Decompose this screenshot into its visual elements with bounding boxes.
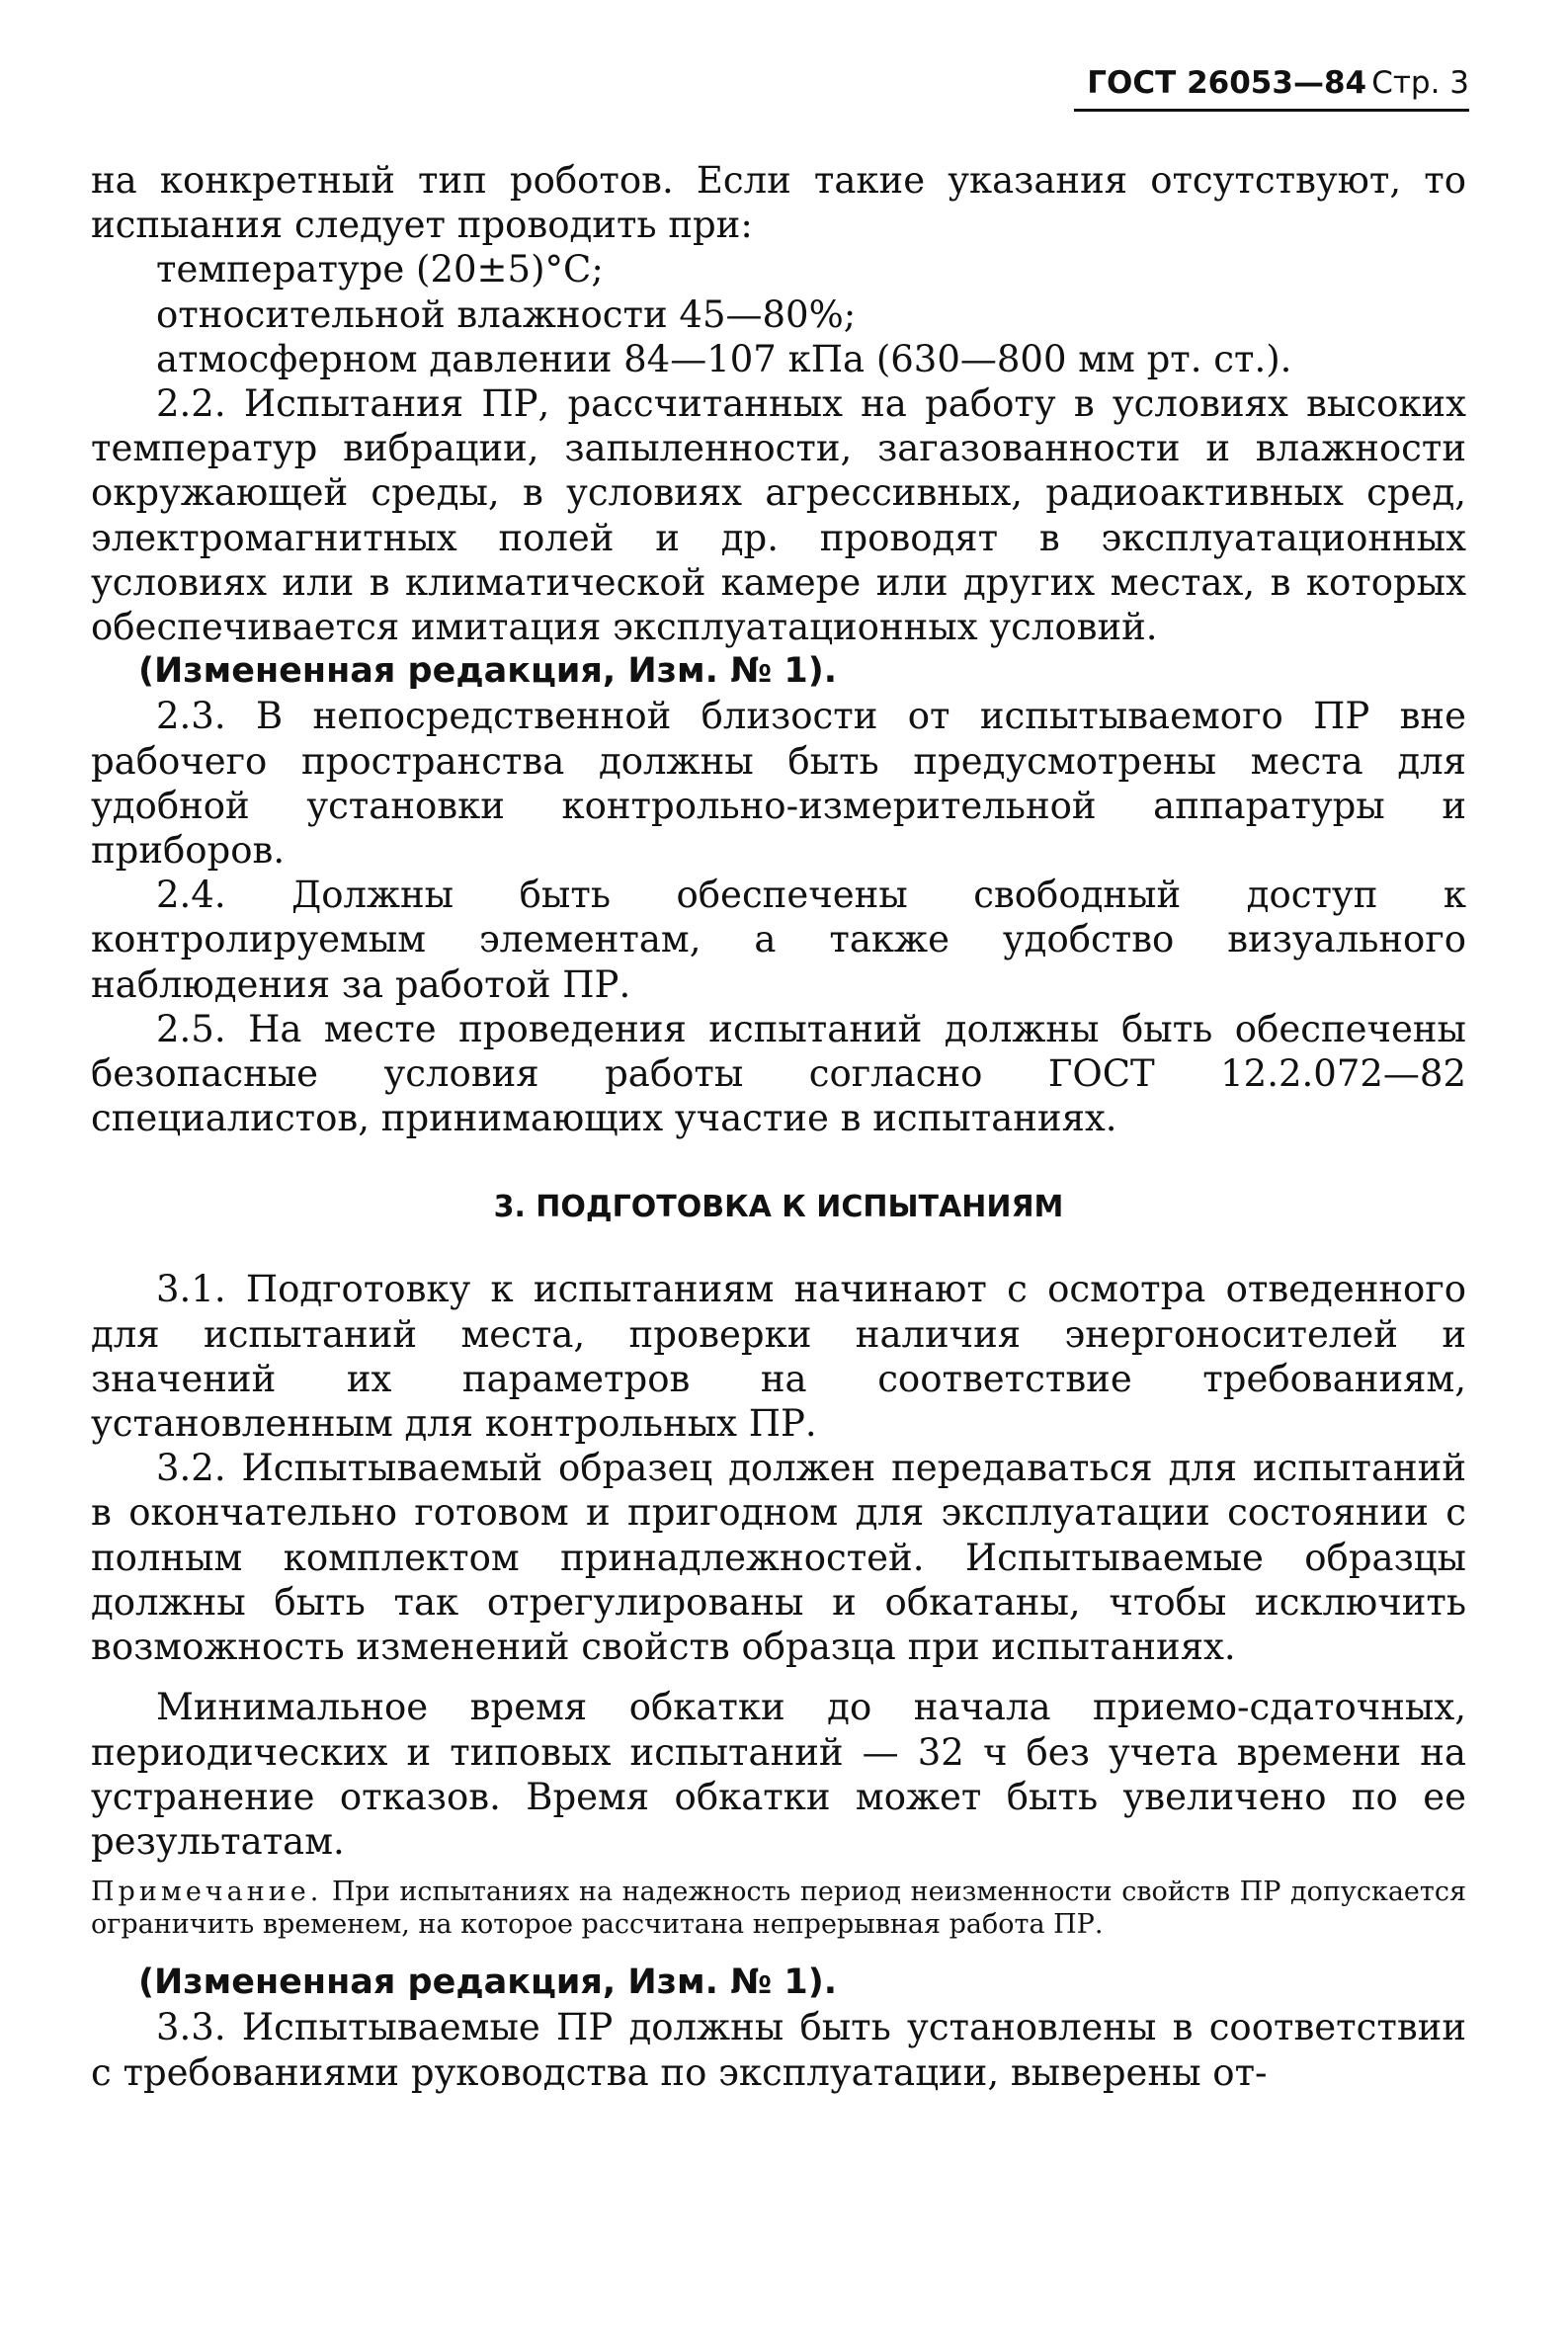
paragraph-2-5: 2.5. На месте проведения испытаний должны быть обеспечены безопасные условия работы согласно ГОСТ 12.2.072—82 специалистов, принимающих участие в испытаниях. [91, 1007, 1466, 1140]
paragraph-2-3: 2.3. В непосредственной близости от испытываемого ПР вне рабочего пространства должны быть предусмотрены места для удобной установки контрольно-измерительной аппаратуры и приборов. [91, 695, 1466, 873]
note [91, 1876, 1466, 1941]
note-text: При испытаниях на надежность период неизменности свойств ПР допускается ограничить временем, на которое рассчитана непрерывная работа ПР. [91, 1877, 1466, 1941]
amendment-note: (Измененная редакция, Изм. № 1). [138, 1962, 838, 2003]
condition-temperature: температуре (20±5)°С; [156, 248, 604, 292]
header-doc-number: ГОСТ 26053—84 [1087, 65, 1367, 101]
amendment-note: (Измененная редакция, Изм. № 1). [138, 651, 838, 692]
paragraph-continuation: на конкретный тип роботов. Если такие указания отсутствуют, то испыания следует проводить при: [91, 159, 1466, 247]
paragraph-3-2: 3.2. Испытываемый образец должен передаваться для испытаний в окончательно готовом и пригодном для эксплуатации состоянии с полным комплектом принадлежностей. Испытываемые образцы должны быть так отрегулированы и обкатаны, чтобы исключить возможность изменений свойств образца при испытаниях. [91, 1447, 1466, 1669]
section-heading: 3. ПОДГОТОВКА К ИСПЫТАНИЯМ [493, 1190, 1064, 1225]
paragraph-2-4: 2.4. Должны быть обеспечены свободный доступ к контролируемым элементам, а также удобство визуального наблюдения за работой ПР. [91, 874, 1466, 1006]
paragraph-2-2: 2.2. Испытания ПР, рассчитанных на работу в условиях высоких температур вибрации, запыленности, загазованности и влажности окружающей среды, в условиях агрессивных, радиоактивных сред, электромагнитных полей и др. проводят в эксплуатационных условиях или в климатической камере или других местах, в которых обеспечивается имитация эксплуатационных условий. [91, 382, 1466, 649]
document-body [91, 158, 1466, 2095]
condition-pressure: атмосферном давлении 84—107 кПа (630—800 мм рт. ст.). [156, 337, 1292, 380]
paragraph-run-in-time: Минимальное время обкатки до начала приемо-сдаточных, периодических и типовых испытаний — 32 ч без учета времени на устранение отказов. Время обкатки может быть увеличено по ее результатам. [91, 1686, 1466, 1863]
paragraph-3-1: 3.1. Подготовку к испытаниям начинают с осмотра отведенного для испытаний места, проверки наличия энергоносителей и значений их параметров на соответствие требованиям, установленным для контрольных ПР. [91, 1268, 1466, 1446]
paragraph-3-3: 3.3. Испытываемые ПР должны быть установлены в соответствии с требованиями руководства по эксплуатации, выверены от- [91, 2006, 1466, 2094]
condition-humidity: относительной влажности 45—80%; [156, 292, 857, 336]
page-header [1087, 65, 1469, 101]
header-rule [1074, 109, 1469, 112]
note-label: Примечание. [91, 1877, 323, 1908]
header-page-number: Стр. 3 [1371, 65, 1469, 101]
